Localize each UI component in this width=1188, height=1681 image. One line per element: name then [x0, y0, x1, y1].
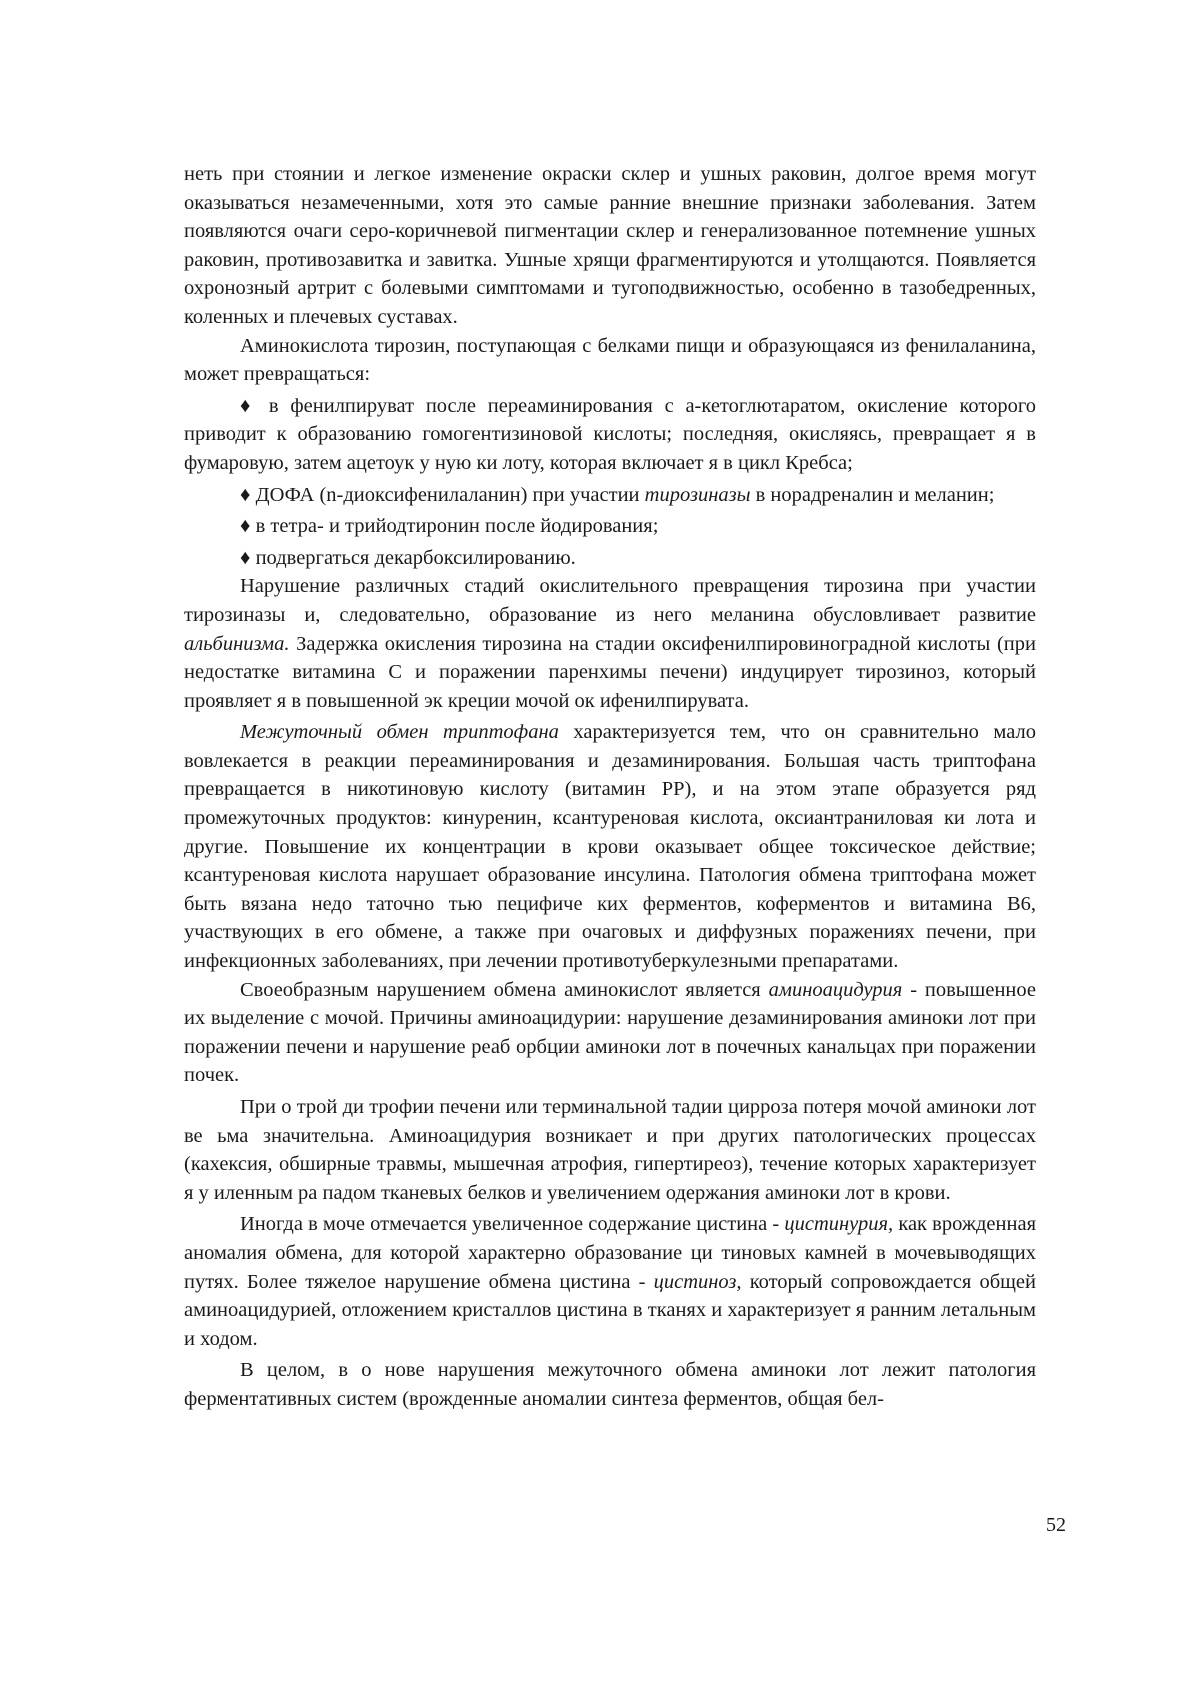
term-tyrosinase: тирозиназы — [644, 483, 751, 506]
term-cystinuria: цистинурия, — [784, 1213, 894, 1236]
bullet-decarboxylation: ♦ подвергаться декарбоксилированию. — [240, 546, 576, 569]
paragraph-tyrosine-intro: Аминокислота тирозин, поступающая с белками пищи и образующаяся из фенилаланина, может превращаться: — [184, 334, 1036, 386]
paragraph-cystine-text: Иногда в моче отмечается увеличенное содержание цистина - — [240, 1213, 785, 1236]
paragraph-cystine — [184, 1210, 1036, 1353]
paragraph-aminoaciduria — [184, 976, 1036, 1090]
paragraph-continuation: неть при стоянии и легкое изменение окраски склер и ушных раковин, долгое время могут оказываться незамеченными, хотя это самые ранние внешние признаки заболевания. Затем появляются очаги серо-коричневой пигментации склер и генерализованное потемнение ушных раковин, противозавитка и завитка. Ушные хрящи фрагментируются и утолщаются. Появляется охронозный артрит с болевыми симптомами и тугоподвижностью, особенно в тазобедренных, коленных и плечевых суставах. — [184, 163, 1036, 328]
paragraph-cystine-mid: как врожденная аномалия обмена, для которой характерно образование ци тиновых камней в мочевыводящих путях. Более тяжелое нарушение обмена цистина - — [184, 1213, 1036, 1293]
term-aminoaciduria: аминоацидурия — [768, 978, 903, 1001]
term-cystinosis: цистиноз, — [653, 1270, 742, 1293]
bullet-dopa-text: ♦ ДОФА (n-диоксифенилаланин) при участии — [240, 483, 645, 506]
paragraph-conclusion: В целом, в о нове нарушения межуточного обмена аминоки лот лежит патология ферментативных систем (врожденные аномалии синтеза ферментов, общая бел- — [184, 1359, 1036, 1410]
bullet-iodination: ♦ в тетра- и трийодтиронин после йодирования; — [240, 515, 659, 538]
bullet-dopa — [184, 481, 1036, 510]
bullet-phenylpyruvate: ♦ в фенилпируват после переаминирования с а-кетоглютаратом, окисление которого приводит к образованию гомогентизиновой кислоты; последняя, окисляясь, превращает я в фумаровую, затем ацетоук у ную ки лоту, которая включает я в цикл Кребса; — [184, 394, 1036, 474]
term-albinism: альбинизма. — [184, 632, 290, 655]
paragraph-aminoaciduria-tail: - повышенное их выделение с мочой. Причины аминоацидурии: нарушение дезаминирования аминоки лот при поражении печени и нарушение реаб орбции аминоки лот в почечных канальцах при поражении почек. — [184, 978, 1036, 1087]
paragraph-tryptophan-tail: характеризуется тем, что он сравнительно мало вовлекается в реакции переаминирования и дезаминирования. Большая часть триптофана превращается в никотиновую кислоту (витамин РР), и на этом этапе образуется ряд промежуточных продуктов: кинуренин, ксантуреновая кислота, оксиантраниловая ки лота и другие. Повышение их концентрации в крови оказывает общее токсическое действие; ксантуреновая кислота нарушает образование инсулина. Патология обмена триптофана может быть вязана недо таточно тью пецифиче ких ферментов, коферментов и витамина В6, участвующих в его обмене, а также при очаговых и диффузных поражениях печени, при инфекционных заболеваниях, при лечении противотуберкулезными препаратами. — [184, 721, 1036, 973]
paragraph-albinism-text: Нарушение различных стадий окислительного превращения тирозина при участии тирозиназы и, следовательно, образование из него меланина обусловливает развитие — [184, 575, 1036, 626]
paragraph-cystine-tail: который сопровождается общей аминоацидурией, отложением кристаллов цистина в тканях и характеризует я ранним летальным и ходом. — [184, 1270, 1036, 1350]
page-number: 52 — [1046, 1514, 1066, 1536]
bullet-dopa-tail: в норадреналин и меланин; — [750, 483, 995, 506]
paragraph-liver-dystrophy: При о трой ди трофии печени или терминальной тадии цирроза потеря мочой аминоки лот ве ьма значительна. Аминоацидурия возникает и при других патологических процессах (кахексия, обширные травмы, мышечная атрофия, гипертиреоз), течение которых характеризует я у иленным ра падом тканевых белков и увеличением одержания аминоки лот в крови. — [184, 1096, 1036, 1204]
paragraph-albinism-tail: Задержка окисления тирозина на стадии оксифенилпировиноградной кислоты (при недостатке витамина С и поражении паренхимы печени) индуцирует тирозиноз, который проявляет я в повышенной эк креции мочой ок ифенилпирувата. — [184, 632, 1036, 712]
paragraph-tryptophan — [184, 718, 1036, 975]
page-body — [184, 160, 1036, 1414]
paragraph-aminoaciduria-text: Своеобразным нарушением обмена аминокислот является — [240, 978, 769, 1001]
term-tryptophan-metabolism: Межуточный обмен триптофана — [240, 721, 559, 744]
paragraph-albinism — [184, 572, 1036, 715]
